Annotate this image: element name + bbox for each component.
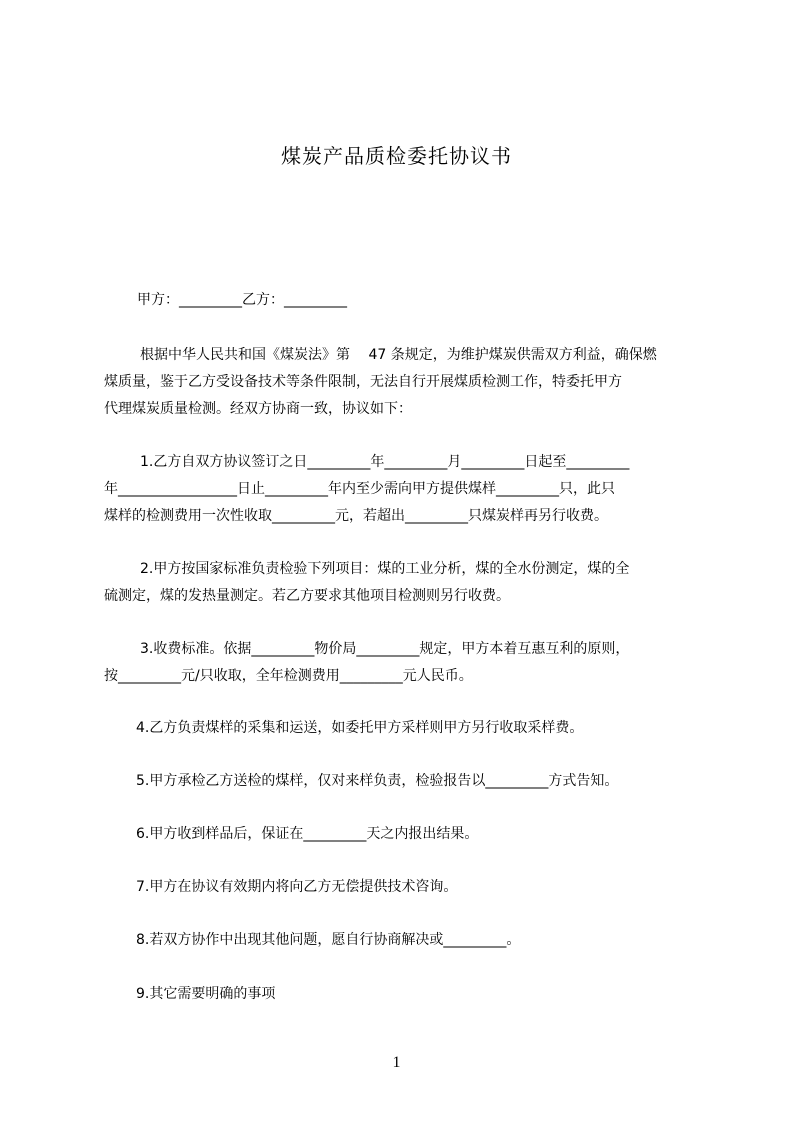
clause-6: 6.甲方收到样品后，保证在_________天之内报出结果。 — [136, 826, 479, 842]
page-number: 1 — [392, 1054, 401, 1071]
clause-7: 7.甲方在协议有效期内将向乙方无偿提供技术咨询。 — [136, 879, 458, 895]
clause-1-line-1: 1.乙方自双方协议签订之日_________年_________月_________日起至_________ — [140, 454, 630, 470]
clause-5: 5.甲方承检乙方送检的煤样，仅对来样负责，检验报告以_________方式告知。 — [136, 773, 619, 789]
intro-line-1: 根据中华人民共和国《煤炭法》第 47 条规定，为维护煤炭供需双方利益，确保燃 — [140, 347, 657, 363]
clause-8: 8.若双方协作中出现其他问题，愿自行协商解决或_________。 — [136, 932, 521, 948]
clause-1-line-2: 年_________________日止_________年内至少需向甲方提供煤样_________只，此只 — [104, 481, 615, 497]
clause-3-line-2: 按_________元/只收取，全年检测费用_________元人民币。 — [104, 668, 473, 684]
intro-line-3: 代理煤炭质量检测。经双方协商一致，协议如下： — [104, 401, 412, 417]
clause-2-line-2: 硫测定，煤的发热量测定。若乙方要求其他项目检测则另行收费。 — [104, 588, 510, 604]
clause-4: 4.乙方负责煤样的采集和运送，如委托甲方采样则甲方另行收取采样费。 — [136, 720, 584, 736]
parties-line: 甲方：_________乙方：_________ — [137, 292, 347, 308]
clause-1-line-3: 煤样的检测费用一次性收取_________元，若超出_________只煤炭样再另行收费。 — [104, 508, 608, 524]
clause-3-line-1: 3.收费标准。依据_________物价局_________规定，甲方本着互惠互利的原则， — [140, 641, 630, 657]
document-title: 煤炭产品质检委托协议书 — [281, 144, 512, 168]
clause-2-line-1: 2.甲方按国家标准负责检验下列项目：煤的工业分析，煤的全水份测定，煤的全 — [140, 561, 630, 577]
intro-line-2: 煤质量，鉴于乙方受设备技术等条件限制，无法自行开展煤质检测工作，特委托甲方 — [104, 374, 622, 390]
clause-9: 9.其它需要明确的事项 — [136, 986, 276, 1002]
